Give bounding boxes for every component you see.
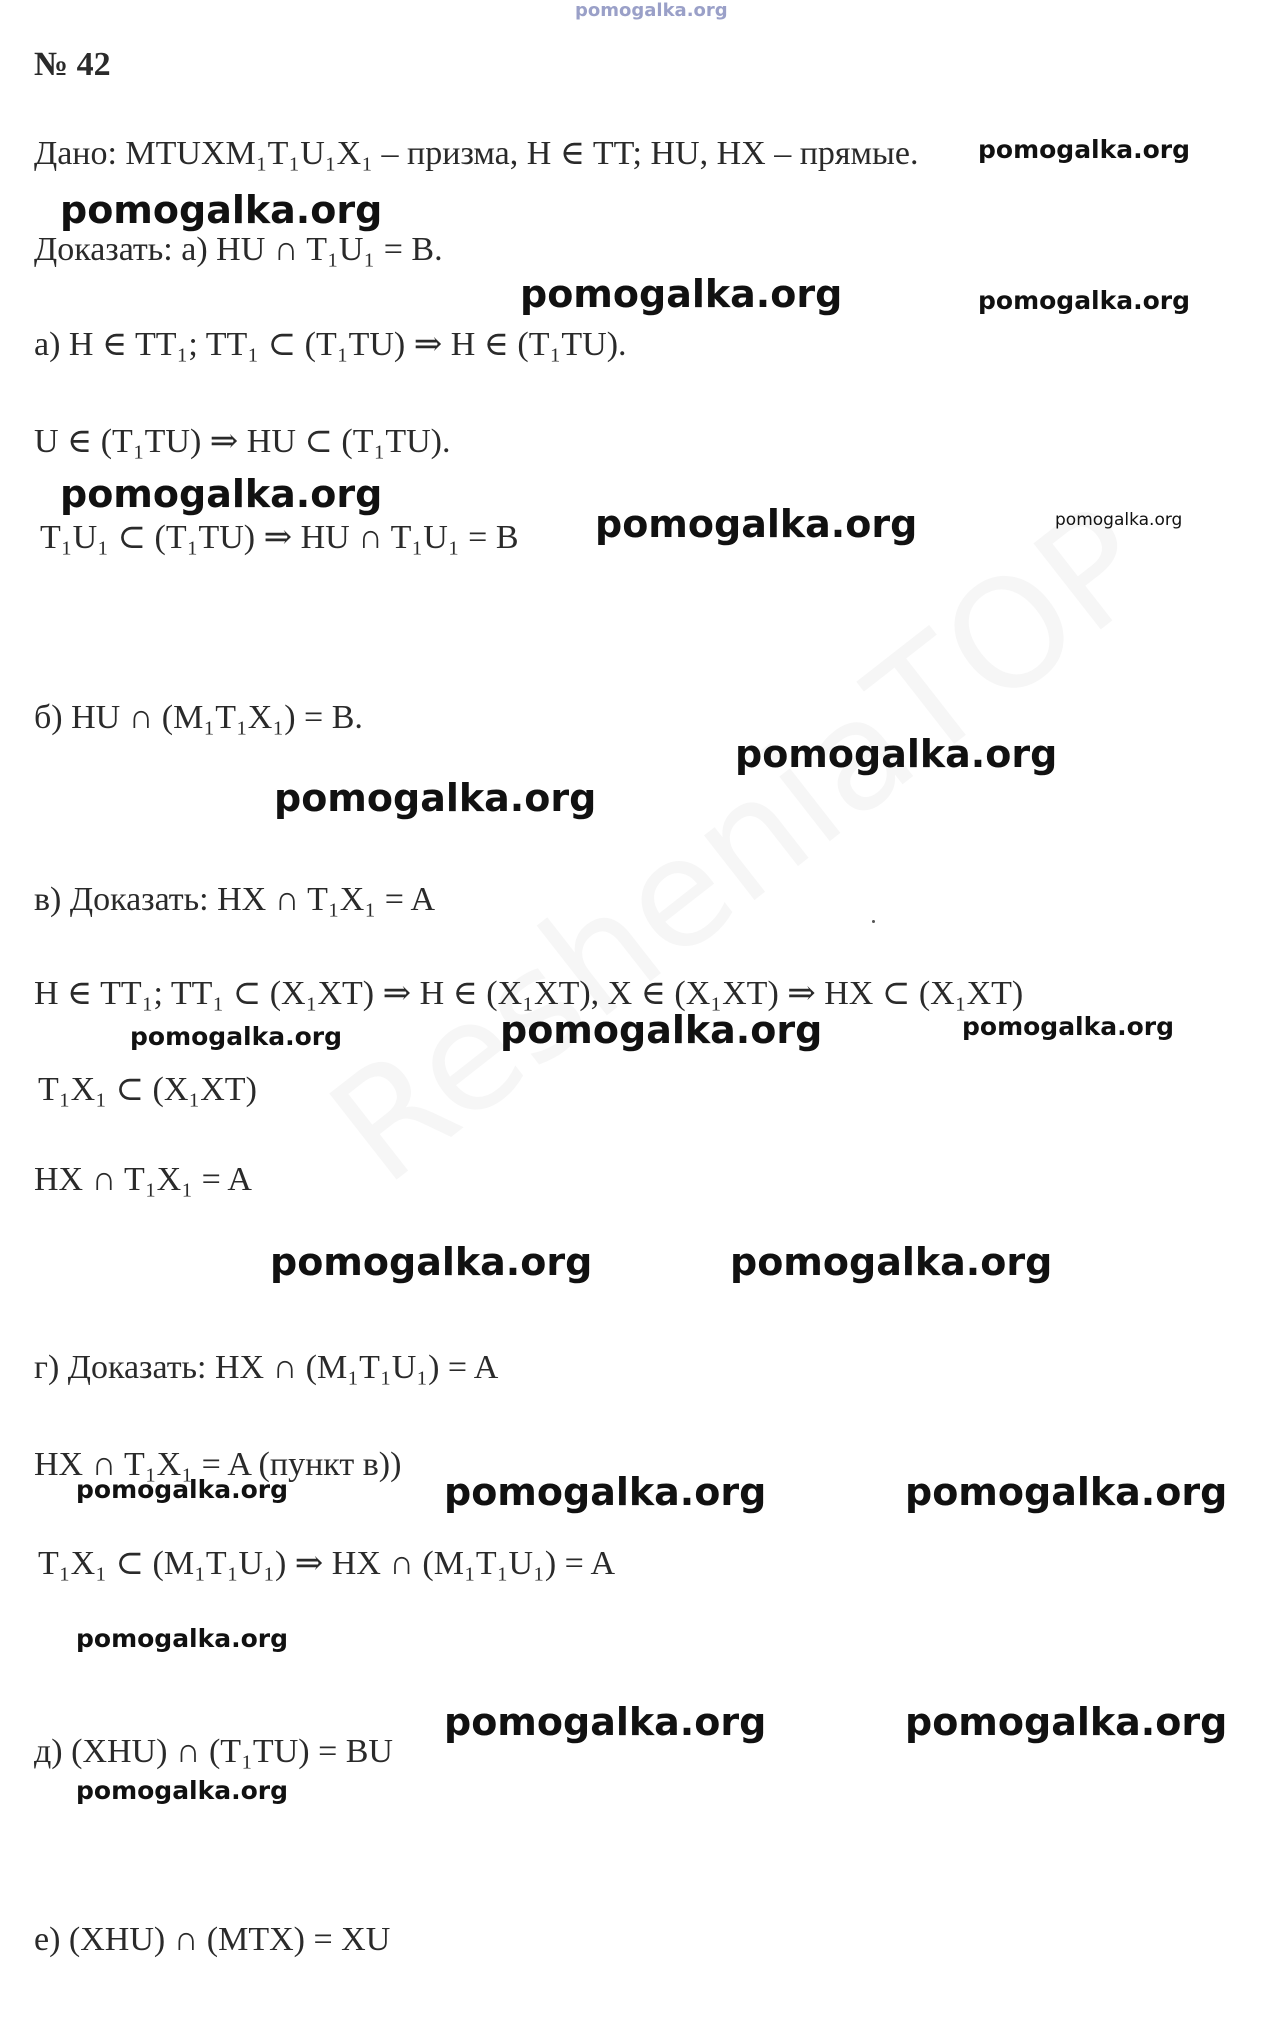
- watermark: pomogalka.org: [1055, 510, 1183, 530]
- watermark: pomogalka.org: [735, 732, 1058, 776]
- solution-b-line1: б) HU ∩ (M₁T₁X₁) = B.: [34, 699, 363, 736]
- solution-g-line1: г) Доказать: HX ∩ (M₁T₁U₁) = A: [34, 1349, 499, 1386]
- watermark: pomogalka.org: [60, 188, 383, 232]
- watermark: pomogalka.org: [130, 1022, 343, 1051]
- watermark: pomogalka.org: [444, 1700, 767, 1744]
- watermark: pomogalka.org: [270, 1240, 593, 1284]
- solution-a-line3: T₁U₁ ⊂ (T₁TU) ⇒ HU ∩ T₁U₁ = B: [40, 519, 519, 556]
- watermark: pomogalka.org: [905, 1700, 1228, 1744]
- solution-a-line2: U ∈ (T₁TU) ⇒ HU ⊂ (T₁TU).: [34, 423, 451, 460]
- solution-v-line3: T₁X₁ ⊂ (X₁XT): [38, 1071, 257, 1108]
- watermark: pomogalka.org: [978, 135, 1191, 164]
- solution-d-line1: д) (XHU) ∩ (T₁TU) = BU: [34, 1733, 393, 1770]
- prove-statement: Доказать: а) HU ∩ T₁U₁ = B.: [34, 231, 443, 268]
- stray-dot: [872, 920, 875, 923]
- solution-g-line2: HX ∩ T₁X₁ = A (пункт в)): [34, 1446, 402, 1483]
- watermark: pomogalka.org: [444, 1470, 767, 1514]
- watermark: pomogalka.org: [60, 472, 383, 516]
- site-link-header[interactable]: pomogalka.org: [575, 0, 728, 21]
- solution-v-line4: HX ∩ T₁X₁ = A: [34, 1161, 252, 1198]
- watermark: pomogalka.org: [76, 1624, 289, 1653]
- solution-v-line2: H ∈ TT₁; TT₁ ⊂ (X₁XT) ⇒ H ∈ (X₁XT), X ∈ (X₁XT) ⇒ HX ⊂ (X₁XT): [34, 975, 1024, 1012]
- watermark: pomogalka.org: [905, 1470, 1228, 1514]
- solution-e-line1: е) (XHU) ∩ (MTX) = XU: [34, 1921, 391, 1958]
- watermark: pomogalka.org: [978, 286, 1191, 315]
- background-logo-watermark: [300, 474, 1183, 1217]
- watermark: pomogalka.org: [500, 1008, 823, 1052]
- given-statement: Дано: MTUXM₁T₁U₁X₁ – призма, H ∈ TT; HU, HX – прямые.: [34, 135, 919, 172]
- watermark: pomogalka.org: [76, 1776, 289, 1805]
- watermark: pomogalka.org: [962, 1012, 1175, 1041]
- solution-a-line1: а) H ∈ TT₁; TT₁ ⊂ (T₁TU) ⇒ H ∈ (T₁TU).: [34, 326, 627, 363]
- watermark: pomogalka.org: [274, 776, 597, 820]
- watermark: pomogalka.org: [730, 1240, 1053, 1284]
- solution-g-line3: T₁X₁ ⊂ (M₁T₁U₁) ⇒ HX ∩ (M₁T₁U₁) = A: [38, 1545, 616, 1582]
- watermark: pomogalka.org: [520, 272, 843, 316]
- watermark: pomogalka.org: [76, 1475, 289, 1504]
- solution-v-line1: в) Доказать: HX ∩ T₁X₁ = A: [34, 881, 436, 918]
- watermark: pomogalka.org: [595, 502, 918, 546]
- problem-number: № 42: [34, 46, 111, 83]
